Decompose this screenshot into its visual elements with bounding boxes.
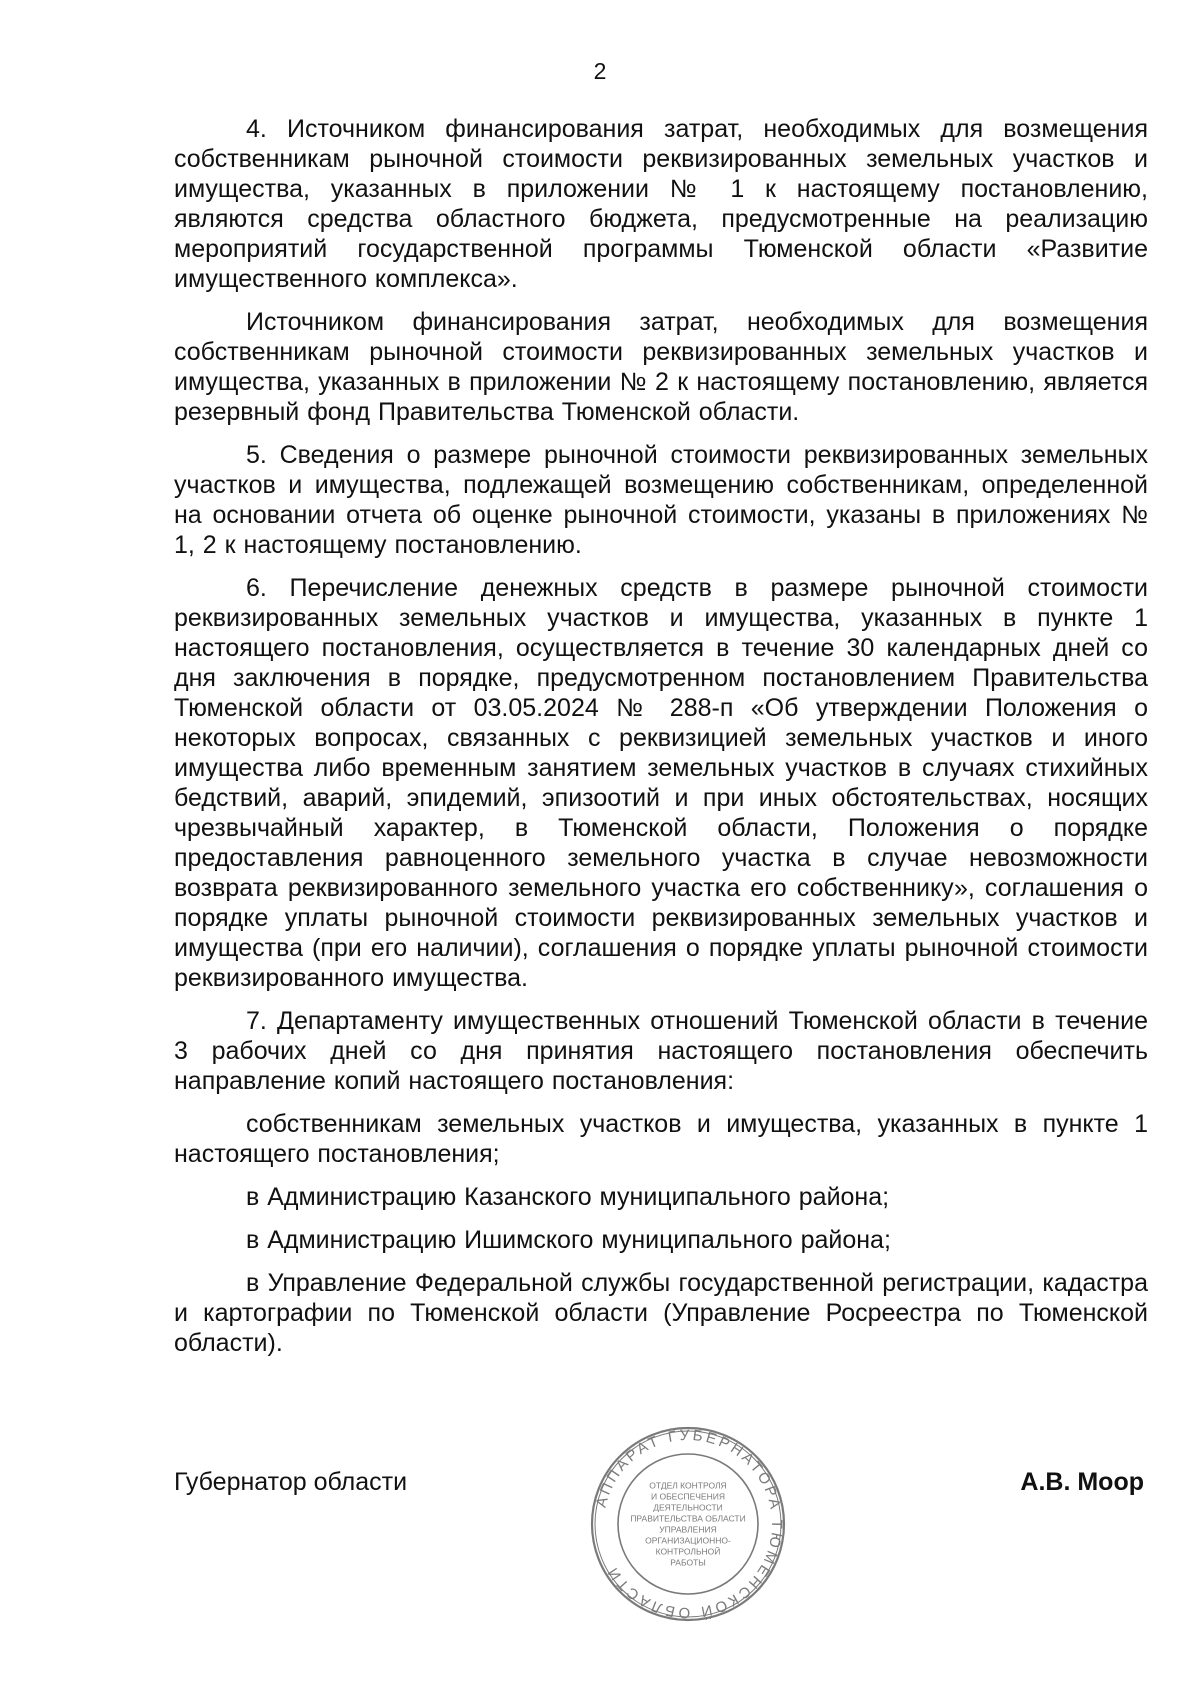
seal-inner-text <box>630 1481 745 1568</box>
paragraph-4-funding: Источником финансирования затрат, необходимых для возмещения собственникам рыночной стоимости реквизированных земельных участков и имущества, указанных в приложении № 2 к настоящему постановлению, является резервный фонд Правительства Тюменской области. <box>174 308 1148 426</box>
paragraph-5: 5. Сведения о размере рыночной стоимости реквизированных земельных участков и имущества, подлежащей возмещению собственникам, определенной на основании отчета об оценке рыночной стоимости, указаны в приложениях № 1, 2 к настоящему постановлению. <box>174 441 1148 559</box>
paragraph-6: 6. Перечисление денежных средств в размере рыночной стоимости реквизированных земельных участков и имущества, указанных в пункте 1 настоящего постановления, осуществляется в течение 30 календарных дней со дня заключения в порядке, предусмотренном постановлением Правительства Тюменской области от 03.05.2024 № 288-п «Об утверждении Положения о некоторых вопросах, связанных с реквизицией земельных участков и иного имущества либо временным занятием земельных участков в случаях стихийных бедствий, аварий, эпидемий, эпизоотий и при иных обстоятельствах, носящих чрезвычайный характер, в Тюменской области, Положения о порядке предоставления равноценного земельного участка в случае невозможности возврата реквизированного земельного участка его собственнику», соглашения о порядке уплаты рыночной стоимости реквизированных земельных участков и имущества (при его наличии), соглашения о порядке уплаты рыночной стоимости реквизированного имущества. <box>174 574 1148 992</box>
seal-inner-line: ПРАВИТЕЛЬСТВА ОБЛАСТИ <box>630 1513 746 1524</box>
recipient-owners: собственникам земельных участков и имущества, указанных в пункте 1 настоящего постановления; <box>174 1110 1148 1168</box>
document-body <box>174 114 1148 1366</box>
seal-inner-line: ДЕЯТЕЛЬНОСТИ <box>653 1502 723 1513</box>
seal-inner-line: ОТДЕЛ КОНТРОЛЯ <box>649 1480 727 1491</box>
seal-inner-line: УПРАВЛЕНИЯ <box>659 1524 717 1535</box>
recipient-kazansky: в Администрацию Казанского муниципального района; <box>246 1183 890 1211</box>
paragraph-7: 7. Департаменту имущественных отношений Тюменской области в течение 3 рабочих дней со дня принятия настоящего постановления обеспечить направление копий настоящего постановления: <box>174 1007 1148 1095</box>
seal-inner-line: КОНТРОЛЬНОЙ <box>655 1546 721 1557</box>
paragraph-4: 4. Источником финансирования затрат, необходимых для возмещения собственникам рыночной стоимости реквизированных земельных участков и имущества, указанных в приложении № 1 к настоящему постановлению, являются средства областного бюджета, предусмотренные на реализацию мероприятий государственной программы Тюменской области «Развитие имущественного комплекса». <box>174 115 1148 293</box>
seal-outer-text: АППАРАТ ГУБЕРНАТОРА ТЮМЕНСКОЙ ОБЛАСТИ <box>592 1426 786 1622</box>
recipient-rosreestr: в Управление Федеральной службы государственной регистрации, кадастра и картографии по Тюменской области (Управление Росреестра по Тюменской области). <box>174 1269 1148 1357</box>
seal-inner-line: ОРГАНИЗАЦИОННО- <box>645 1535 731 1546</box>
signatory-name: А.В. Моор <box>1020 1468 1144 1496</box>
official-seal <box>588 1424 788 1624</box>
seal-inner-line: И ОБЕСПЕЧЕНИЯ <box>651 1491 725 1502</box>
page-number: 2 <box>593 58 607 84</box>
seal-inner-line: РАБОТЫ <box>670 1557 706 1568</box>
signatory-title: Губернатор области <box>174 1468 408 1496</box>
recipient-ishimsky: в Администрацию Ишимского муниципального района; <box>246 1226 891 1254</box>
